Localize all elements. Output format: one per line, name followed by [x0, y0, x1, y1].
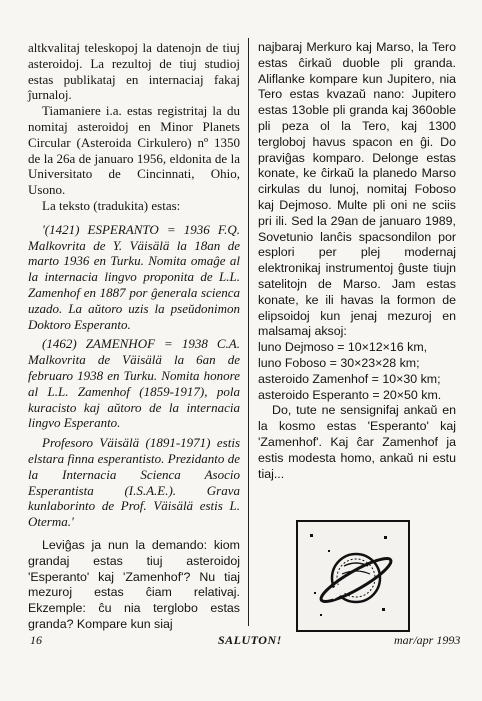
- measure-line: asteroido Zamenhof = 10×30 km;: [258, 371, 441, 386]
- ringed-planet-icon: [298, 522, 408, 630]
- paragraph: najbaraj Merkuro kaj Marso, la Tero estas ĉirkaŭ duoble pli granda. Aliflanke kompare kun Jupitero, nia Tero estas kvazaŭ nano: Jupitero estas 13oble pli granda kaj 360oble pli peza ol la Tero, kaj 1300 tergloboj havus spacon en ĝi. Do praviĝas komparo. Delonge estas konate, ke ĉirkaŭ la planedo Marso cirkulas du lunoj, nomitaj Foboso kaj Dejmoso. Multe pli oni ne sciis pri ili. Sed la 29an de januaro 1989, Sovetunio lanĉis spacsondilon por esplori per plej modernaj elektronikaj instrumentoj ĝuste tiujn satelitojn de Marso. Jam estas konate, ke ili havas la formon de elipsoidoj kun jenaj mezuroj en malsamaj aksoj:: [258, 40, 456, 339]
- magazine-name: SALUTON!: [218, 633, 282, 647]
- quote-vaisala: Profesoro Väisälä (1891-1971) estis elstara finna esperantisto. Prezidanto de la Internacia Scienca Asocio Esperantista (I.S.A.E.). Grava kunlaborinto de Prof. Väisälä estis L. Oterma.': [28, 435, 240, 530]
- paragraph: altkvalitaj teleskopoj la datenojn de tiuj asteroidoj. La rezultoj de tiuj studioj estas publikataj en internaciaj fakaj ĵurnaloj.: [28, 40, 240, 103]
- column-divider: [248, 38, 249, 626]
- quote-esperanto: '(1421) ESPERANTO = 1936 F.Q. Malkovrita de Y. Väisälä la 18an de marto 1936 en Turku. Nomita omaĝe al la internacia lingvo proponita de L.L. Zamenhof en 1887 por ĝenerala scienca uzado. La aŭtoro uzis la pseŭdonimon Doktoro Esperanto.: [28, 221, 240, 332]
- quote-zamenhof: (1462) ZAMENHOF = 1938 C.A. Malkovrita de Väisälä la 6an de februaro 1938 en Turku. Nomita honore al L.L. Zamenhof (1859-1917), pola kuracisto kaj aŭtoro de la internacia lingvo Esperanto.: [28, 336, 240, 431]
- paragraph: Tiamaniere i.a. estas registritaj la du nomitaj asteroidoj en Minor Planets Circular (Asteroida Cirkulero) nº 1350 de la 26a de januaro 1956, eldonita de la Universitato de Cincinnati, Ohio, Usono.: [28, 103, 240, 198]
- paragraph: Do, tute ne sensignifaj ankaŭ en la kosmo estas 'Esperanto' kaj 'Zamenhof'. Kaj ĉar Zamenhof ja estis modesta homo, ankaŭ ni estu tiaj...: [258, 403, 456, 481]
- measure-line: luno Dejmoso = 10×12×16 km,: [258, 340, 428, 355]
- planet-illustration: [296, 520, 410, 632]
- issue-date: mar/apr 1993: [394, 633, 461, 647]
- paragraph: La teksto (tradukita) estas:: [42, 197, 181, 213]
- right-column: [258, 40, 456, 482]
- page-number: 16: [30, 633, 42, 647]
- measure-line: luno Foboso = 30×23×28 km;: [258, 355, 420, 370]
- left-column: [28, 40, 240, 633]
- bleed-through-text: [265, 6, 455, 32]
- paragraph: Leviĝas ja nun la demando: kiom grandaj estas tiuj asteroidoj 'Esperanto' kaj 'Zamenhof'? Nu tiaj mezuroj estas ĉiam relativaj. Ekzemple: ĉu nia terglobo estas granda? Kompare kun siaj: [28, 537, 240, 631]
- measure-line: asteroido Esperanto = 20×50 km.: [258, 387, 442, 402]
